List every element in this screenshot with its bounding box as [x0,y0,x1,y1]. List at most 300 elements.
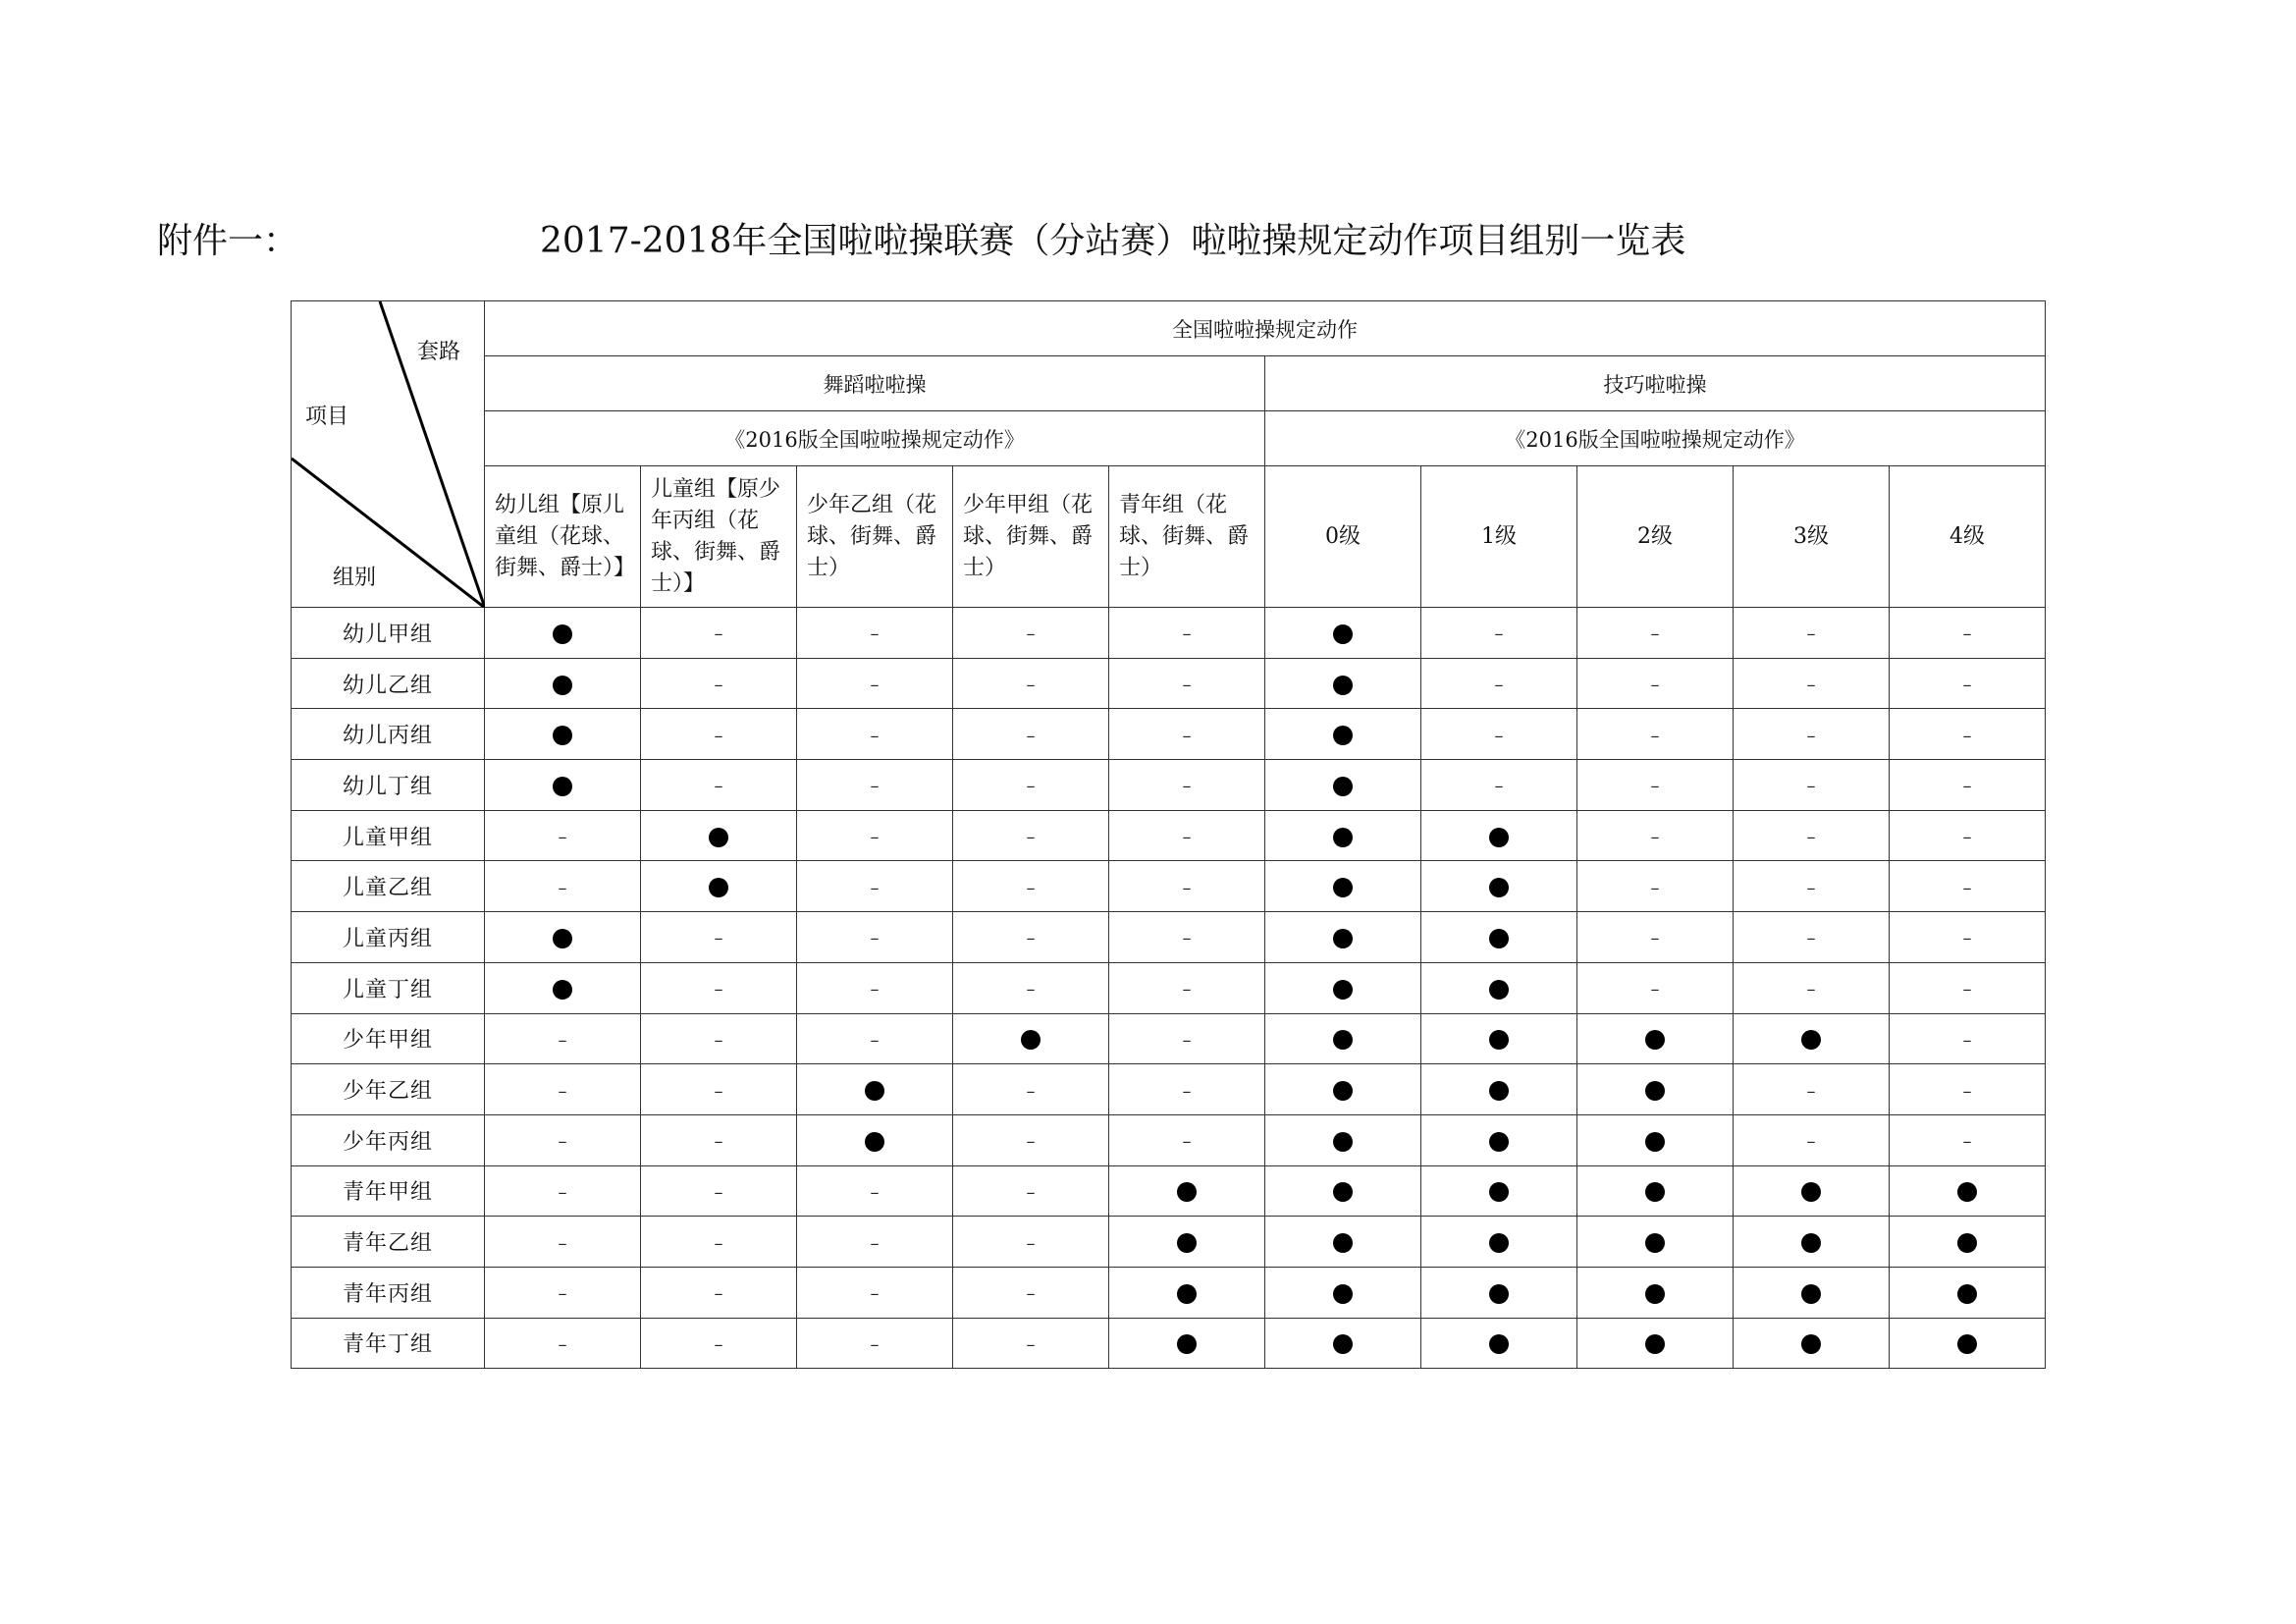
table-cell [1109,1217,1265,1268]
dash-mark: – [1806,928,1816,949]
table-cell [1577,658,1734,709]
filled-dot-icon [1333,1233,1353,1253]
dash-mark: – [1806,623,1816,645]
table-cell [953,1114,1109,1165]
dash-mark: – [870,877,880,898]
dash-mark: – [714,1232,723,1254]
table-cell [953,962,1109,1013]
table-cell [1109,1064,1265,1115]
filled-dot-icon [1489,1081,1509,1101]
filled-dot-icon [1801,1233,1821,1253]
dash-mark: – [1962,928,1972,949]
table-cell [953,1217,1109,1268]
table-cell [485,760,641,811]
dash-mark: – [714,623,723,645]
table-cell [1421,1318,1577,1369]
filled-dot-icon [709,828,728,847]
table-cell [1265,1267,1421,1318]
filled-dot-icon [1333,1081,1353,1101]
table-cell [797,1217,953,1268]
table-cell [1890,709,2046,760]
dash-mark: – [1182,1131,1192,1153]
table-cell [1109,658,1265,709]
dash-mark: – [1182,979,1192,1001]
table-cell [1734,1165,1890,1217]
dash-mark: – [714,1181,723,1203]
filled-dot-icon [553,726,572,745]
table-cell [1734,810,1890,861]
dash-mark: – [1026,1131,1036,1153]
table-cell [1421,861,1577,912]
table-cell [1890,608,2046,659]
dash-mark: – [1494,675,1504,696]
dash-mark: – [1026,877,1036,898]
table-cell [1109,1165,1265,1217]
table-cell [1265,1165,1421,1217]
table-cell [1577,1114,1734,1165]
dash-mark: – [714,1131,723,1153]
table-cell [797,861,953,912]
dash-mark: – [1962,623,1972,645]
table-cell [1890,1165,2046,1217]
filled-dot-icon [1333,1334,1353,1354]
table-row [292,912,2046,963]
table-cell [1421,709,1577,760]
table-cell [641,1114,797,1165]
header-skill: 技巧啦啦操 [1265,356,2046,411]
column-header: 少年乙组（花球、街舞、爵士） [797,466,953,608]
table-cell [641,608,797,659]
table-row [292,1013,2046,1064]
table-cell [1421,810,1577,861]
dash-mark: – [714,1333,723,1355]
dash-mark: – [1026,1232,1036,1254]
dash-mark: – [1962,979,1972,1001]
column-header: 4级 [1890,466,2046,608]
filled-dot-icon [865,1132,884,1152]
table-cell [1890,760,2046,811]
dash-mark: – [1026,623,1036,645]
table-cell [953,1267,1109,1318]
table-cell [1109,1267,1265,1318]
table-cell [485,962,641,1013]
table-cell [1577,1064,1734,1115]
table-cell [485,810,641,861]
table-cell [1265,658,1421,709]
dash-mark: – [870,1029,880,1051]
table-cell [485,1165,641,1217]
table-cell [485,608,641,659]
dash-mark: – [1182,1080,1192,1102]
table-cell [1890,912,2046,963]
filled-dot-icon [1801,1030,1821,1050]
dash-mark: – [714,979,723,1001]
table-cell [1890,1013,2046,1064]
dash-mark: – [870,776,880,797]
corner-cell [292,301,485,608]
table-cell [1421,1217,1577,1268]
table-cell [1890,1267,2046,1318]
filled-dot-icon [1645,1284,1665,1304]
dash-mark: – [1962,1131,1972,1153]
table-cell [797,1013,953,1064]
table-cell [797,912,953,963]
filled-dot-icon [553,929,572,948]
dash-mark: – [1026,827,1036,848]
dash-mark: – [870,1232,880,1254]
table-row [292,861,2046,912]
table-cell [1577,912,1734,963]
dash-mark: – [870,675,880,696]
filled-dot-icon [1489,1132,1509,1152]
table-cell [1734,1114,1890,1165]
table-row [292,810,2046,861]
table-cell [1890,1318,2046,1369]
filled-dot-icon [1333,980,1353,1000]
table-cell [485,1114,641,1165]
table-cell [797,962,953,1013]
table-row [292,1267,2046,1318]
table-cell [641,658,797,709]
table-cell [953,1165,1109,1217]
table-row [292,1318,2046,1369]
table-row [292,709,2046,760]
table-cell [797,608,953,659]
dash-mark: – [1182,928,1192,949]
dash-mark: – [1806,827,1816,848]
table-cell [797,810,953,861]
table-cell [1265,810,1421,861]
table-cell [641,1267,797,1318]
table-cell [485,1318,641,1369]
table-cell [797,1165,953,1217]
table-cell [485,658,641,709]
table-row [292,608,2046,659]
filled-dot-icon [1333,624,1353,644]
header-dance-version: 《2016版全国啦啦操规定动作》 [485,411,1265,466]
row-group-label: 青年丁组 [292,1318,485,1369]
filled-dot-icon [1801,1284,1821,1304]
table-row [292,1114,2046,1165]
table-cell [1577,709,1734,760]
dash-mark: – [1026,675,1036,696]
dash-mark: – [870,1283,880,1305]
table-cell [1109,1013,1265,1064]
filled-dot-icon [1489,1030,1509,1050]
table-cell [1734,760,1890,811]
table-cell [1109,962,1265,1013]
table-cell [1265,1114,1421,1165]
dash-mark: – [558,827,567,848]
header-top: 全国啦啦操规定动作 [485,301,2046,356]
filled-dot-icon [553,624,572,644]
table-cell [1109,861,1265,912]
column-header: 1级 [1421,466,1577,608]
filled-dot-icon [1333,1132,1353,1152]
table-cell [485,1267,641,1318]
corner-route-label: 套路 [417,340,461,364]
dash-mark: – [1962,675,1972,696]
table-cell [1109,1114,1265,1165]
dash-mark: – [714,675,723,696]
dash-mark: – [1806,675,1816,696]
filled-dot-icon [1489,878,1509,897]
table-cell [1734,709,1890,760]
table-cell [641,709,797,760]
dash-mark: – [1494,776,1504,797]
table-cell [485,861,641,912]
table-cell [1577,608,1734,659]
row-group-label: 儿童乙组 [292,861,485,912]
dash-mark: – [1806,1131,1816,1153]
table-cell [1265,962,1421,1013]
dash-mark: – [1650,827,1660,848]
table-cell [641,1318,797,1369]
table-cell [1265,608,1421,659]
dash-mark: – [1962,1080,1972,1102]
filled-dot-icon [1957,1334,1977,1354]
dash-mark: – [1650,877,1660,898]
table-cell [1265,861,1421,912]
dash-mark: – [558,1333,567,1355]
dash-mark: – [1650,725,1660,746]
table-cell [485,912,641,963]
table-cell [1421,1165,1577,1217]
table-cell [1265,709,1421,760]
page-heading [157,214,1777,269]
dash-mark: – [1806,877,1816,898]
dash-mark: – [558,1080,567,1102]
dash-mark: – [1962,1029,1972,1051]
row-group-label: 青年丙组 [292,1267,485,1318]
table-cell [1577,760,1734,811]
table-cell [1734,861,1890,912]
filled-dot-icon [865,1081,884,1101]
table-cell [641,962,797,1013]
filled-dot-icon [1333,676,1353,695]
column-header: 儿童组【原少年丙组（花球、街舞、爵士）】 [641,466,797,608]
filled-dot-icon [1957,1233,1977,1253]
table-cell [1421,962,1577,1013]
table-cell [797,709,953,760]
table-cell [1734,1318,1890,1369]
filled-dot-icon [1645,1081,1665,1101]
table-cell [1734,658,1890,709]
filled-dot-icon [1489,1284,1509,1304]
filled-dot-icon [553,777,572,796]
table-cell [1890,1114,2046,1165]
table-cell [641,1064,797,1115]
table-cell [1734,1013,1890,1064]
dash-mark: – [1650,675,1660,696]
dash-mark: – [1026,928,1036,949]
table-cell [485,709,641,760]
page-title: 2017-2018年全国啦啦操联赛（分站赛）啦啦操规定动作项目组别一览表 [540,221,1686,261]
column-header: 3级 [1734,466,1890,608]
table-cell [1890,810,2046,861]
filled-dot-icon [1645,1132,1665,1152]
filled-dot-icon [1489,1233,1509,1253]
filled-dot-icon [1333,777,1353,796]
filled-dot-icon [1333,1284,1353,1304]
dash-mark: – [1806,725,1816,746]
table-cell [1265,1013,1421,1064]
table-cell [641,861,797,912]
table-cell [1734,1064,1890,1115]
table-cell [1734,1217,1890,1268]
table-cell [1265,1217,1421,1268]
corner-group-label: 组别 [333,566,377,590]
row-group-label: 少年甲组 [292,1013,485,1064]
table-cell [797,1114,953,1165]
dash-mark: – [1026,776,1036,797]
dash-mark: – [1182,827,1192,848]
table-cell [1109,709,1265,760]
table-cell [1421,1013,1577,1064]
dash-mark: – [714,725,723,746]
dash-mark: – [1026,1181,1036,1203]
table-cell [1265,1064,1421,1115]
dash-mark: – [1650,979,1660,1001]
filled-dot-icon [1645,1233,1665,1253]
table-cell [1421,1114,1577,1165]
row-group-label: 青年甲组 [292,1165,485,1217]
table-row [292,1064,2046,1115]
dash-mark: – [1650,623,1660,645]
dash-mark: – [1026,1333,1036,1355]
filled-dot-icon [1645,1182,1665,1202]
dash-mark: – [1182,877,1192,898]
dash-mark: – [1962,776,1972,797]
dash-mark: – [1962,827,1972,848]
dash-mark: – [1182,725,1192,746]
table-cell [953,1013,1109,1064]
table-cell [797,658,953,709]
table-cell [641,1217,797,1268]
table-cell [797,1318,953,1369]
filled-dot-icon [1645,1030,1665,1050]
table-cell [1890,962,2046,1013]
filled-dot-icon [1177,1233,1197,1253]
row-group-label: 少年丙组 [292,1114,485,1165]
table-cell [1577,1267,1734,1318]
table-cell [485,1064,641,1115]
table-cell [953,709,1109,760]
dash-mark: – [558,1029,567,1051]
table-cell [1109,1318,1265,1369]
dash-mark: – [870,725,880,746]
dash-mark: – [1182,776,1192,797]
table-cell [1577,1318,1734,1369]
dash-mark: – [1806,1080,1816,1102]
corner-item-label: 项目 [305,405,349,429]
table-row [292,962,2046,1013]
table-cell [641,1165,797,1217]
table-cell [641,810,797,861]
dash-mark: – [870,1333,880,1355]
table-cell [1734,912,1890,963]
dash-mark: – [1806,979,1816,1001]
column-header: 青年组（花球、街舞、爵士） [1109,466,1265,608]
row-group-label: 儿童丁组 [292,962,485,1013]
filled-dot-icon [1489,1182,1509,1202]
dash-mark: – [1026,1283,1036,1305]
filled-dot-icon [1333,726,1353,745]
column-header: 少年甲组（花球、街舞、爵士） [953,466,1109,608]
table-row [292,1165,2046,1217]
table-cell [953,861,1109,912]
table-cell [1421,658,1577,709]
table-cell [953,658,1109,709]
dash-mark: – [558,1283,567,1305]
dash-mark: – [558,1181,567,1203]
table-cell [1265,1318,1421,1369]
filled-dot-icon [1489,929,1509,948]
table-cell [641,1013,797,1064]
table-cell [1421,912,1577,963]
table-cell [641,912,797,963]
filled-dot-icon [1177,1284,1197,1304]
filled-dot-icon [1333,929,1353,948]
dash-mark: – [714,1080,723,1102]
dash-mark: – [1806,776,1816,797]
dash-mark: – [870,623,880,645]
dash-mark: – [558,1232,567,1254]
dash-mark: – [1962,877,1972,898]
dash-mark: – [1650,928,1660,949]
table-cell [1890,1064,2046,1115]
table-cell [485,1217,641,1268]
table-cell [1890,861,2046,912]
filled-dot-icon [1489,828,1509,847]
filled-dot-icon [553,676,572,695]
dash-mark: – [1494,623,1504,645]
dash-mark: – [870,827,880,848]
row-group-label: 少年乙组 [292,1064,485,1115]
table-cell [953,912,1109,963]
dash-mark: – [558,877,567,898]
row-group-label: 幼儿甲组 [292,608,485,659]
table-cell [953,1064,1109,1115]
table-cell [797,1064,953,1115]
dash-mark: – [870,928,880,949]
header-dance: 舞蹈啦啦操 [485,356,1265,411]
row-group-label: 青年乙组 [292,1217,485,1268]
filled-dot-icon [1021,1030,1041,1050]
dash-mark: – [714,776,723,797]
table-cell [1265,912,1421,963]
filled-dot-icon [1177,1182,1197,1202]
table-cell [1577,1165,1734,1217]
filled-dot-icon [1957,1284,1977,1304]
dash-mark: – [870,979,880,1001]
filled-dot-icon [1801,1182,1821,1202]
column-header: 幼儿组【原儿童组（花球、街舞、爵士）】 [485,466,641,608]
dash-mark: – [1182,1029,1192,1051]
table-cell [1577,861,1734,912]
table-cell [1421,1064,1577,1115]
dash-mark: – [1650,776,1660,797]
filled-dot-icon [1489,980,1509,1000]
dash-mark: – [558,1131,567,1153]
filled-dot-icon [1333,878,1353,897]
table-cell [953,608,1109,659]
filled-dot-icon [1177,1334,1197,1354]
dash-mark: – [1026,1080,1036,1102]
table-cell [1109,810,1265,861]
row-group-label: 幼儿乙组 [292,658,485,709]
dash-mark: – [1026,979,1036,1001]
